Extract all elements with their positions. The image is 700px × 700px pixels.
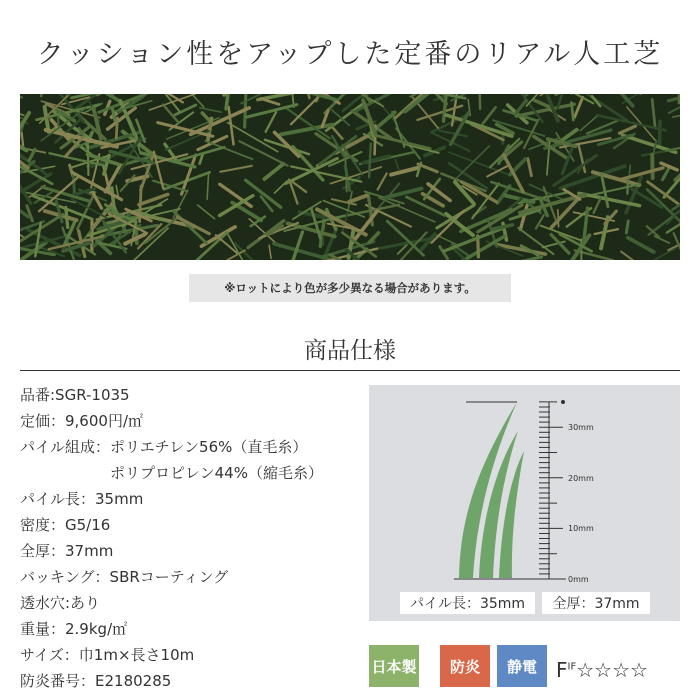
spec-list <box>20 382 360 694</box>
spec-title: 商品仕様 <box>304 338 396 364</box>
grass-strand <box>198 205 215 219</box>
artificial-grass-photo <box>20 94 680 260</box>
grass-strand <box>601 174 608 207</box>
divider <box>20 370 680 371</box>
grass-strand <box>652 155 653 178</box>
grass-strand <box>121 175 135 190</box>
lot-color-notice: ※ロットにより色が多少異なる場合があります。 <box>189 274 511 302</box>
tick-label-30mm: 30mm <box>568 423 594 432</box>
headline: クッション性をアップした定番のリアル人工芝 <box>36 39 664 70</box>
grass-strand <box>580 115 598 131</box>
grass-strand <box>391 168 418 175</box>
grass-strand <box>378 173 387 189</box>
grass-strand <box>286 158 338 183</box>
grass-strand <box>594 198 601 213</box>
grass-strand <box>220 166 252 172</box>
grass-strand <box>292 232 302 260</box>
grass-strand <box>116 186 118 197</box>
grass-strand <box>395 160 398 171</box>
grass-strand <box>626 221 628 233</box>
rating-superscript: IF <box>567 661 577 673</box>
spec-density: 密度：G5/16 <box>20 516 111 534</box>
spec-fire-number: 防炎番号：E2180285 <box>20 672 172 690</box>
grass-strand <box>679 94 680 103</box>
grass-strand <box>116 118 117 138</box>
grass-strand <box>20 94 22 98</box>
grass-strand <box>264 164 283 179</box>
spec-drain-holes: 透水穴:あり <box>20 594 101 612</box>
grass-strand <box>607 94 633 106</box>
grass-strand <box>261 99 279 105</box>
spec-weight: 重量：2.9kg/㎡ <box>20 620 128 638</box>
grass-strand <box>663 169 669 180</box>
grass-strand <box>217 250 245 260</box>
grass-strand <box>418 164 437 172</box>
fireproof-badge: 防炎 <box>440 645 490 687</box>
grass-strand <box>269 245 271 258</box>
grass-strand <box>281 125 333 135</box>
grass-strand <box>492 225 513 230</box>
grass-strand <box>27 206 33 221</box>
total-thickness-label: 全厚：37mm <box>542 592 650 614</box>
grass-strand <box>73 174 74 194</box>
grass-strand <box>92 192 101 209</box>
ruler-top-dot <box>561 400 565 404</box>
grass-strand <box>293 147 323 181</box>
grass-strand <box>593 172 639 185</box>
grass-strand <box>22 133 24 147</box>
grass-strand <box>649 207 680 235</box>
grass-strand <box>299 94 310 98</box>
grass-strand <box>562 149 572 174</box>
grass-strand <box>620 126 636 133</box>
pile-length-label: パイル長：35mm <box>400 592 535 614</box>
made-in-japan-badge: 日本製 <box>369 645 419 687</box>
grass-strand <box>291 166 361 181</box>
grass-strand <box>660 121 661 144</box>
grass-strand <box>493 257 541 260</box>
grass-strand <box>541 226 581 241</box>
ruler-ticks <box>539 402 563 579</box>
spec-total-thickness: 全厚：37mm <box>20 542 114 560</box>
grass-strand <box>266 112 276 132</box>
grass-strand <box>629 165 630 182</box>
grass-strand <box>182 155 196 194</box>
grass-strand <box>139 194 168 204</box>
grass-strand <box>554 156 596 186</box>
grass-strand <box>72 94 136 98</box>
tick-label-0mm: 0mm <box>568 575 589 584</box>
grass-strand <box>134 228 168 260</box>
tick-label-20mm: 20mm <box>568 474 594 483</box>
grass-strand <box>572 103 574 120</box>
formaldehyde-rating <box>556 658 648 682</box>
grass-strand <box>88 145 89 175</box>
spec-pile-composition: パイル組成：ポリエチレン56%（直毛糸） <box>20 438 308 456</box>
grass-texture <box>20 94 680 260</box>
grass-strand <box>437 205 474 228</box>
tick-label-10mm: 10mm <box>568 524 594 533</box>
grass-strand <box>628 238 654 252</box>
spec-pile-composition-2: ポリプロピレン44%（縮毛糸） <box>110 464 323 482</box>
grass-strand <box>207 173 209 199</box>
spec-backing: バッキング：SBRコーティング <box>20 568 229 586</box>
grass-strand <box>575 97 583 117</box>
spec-size: サイズ：巾1m×長さ10m <box>20 646 195 664</box>
pile-diagram-panel <box>369 385 680 621</box>
pile-diagram <box>369 385 680 585</box>
grass-strand <box>66 208 68 228</box>
rating-letter: F <box>556 658 568 682</box>
grass-strand <box>439 131 467 137</box>
grass-strand <box>621 252 635 260</box>
rating-stars: ☆☆☆☆ <box>576 658 648 682</box>
antistatic-badge: 静電 <box>497 645 547 687</box>
grass-strand <box>379 198 435 222</box>
grass-strand <box>456 146 489 179</box>
grass-strand <box>528 159 532 176</box>
grass-strand <box>479 94 480 109</box>
grass-strand <box>673 112 680 117</box>
grass-strand <box>652 100 655 129</box>
grass-strand <box>41 94 45 96</box>
spec-price: 定価：9,600円/㎡ <box>20 412 143 430</box>
grass-strand <box>332 110 350 126</box>
grass-strand <box>20 103 24 116</box>
spec-pile-length: パイル長：35mm <box>20 490 144 508</box>
grass-blades-illustration <box>459 402 524 578</box>
grass-strand <box>369 144 371 178</box>
grass-strand <box>333 128 343 139</box>
grass-strand <box>460 236 505 260</box>
spec-product-number: 品番:SGR-1035 <box>20 386 130 404</box>
grass-strand <box>655 236 670 243</box>
grass-strand <box>387 221 423 255</box>
grass-strand <box>246 180 281 207</box>
grass-strand <box>29 149 35 160</box>
grass-strand <box>517 100 527 112</box>
